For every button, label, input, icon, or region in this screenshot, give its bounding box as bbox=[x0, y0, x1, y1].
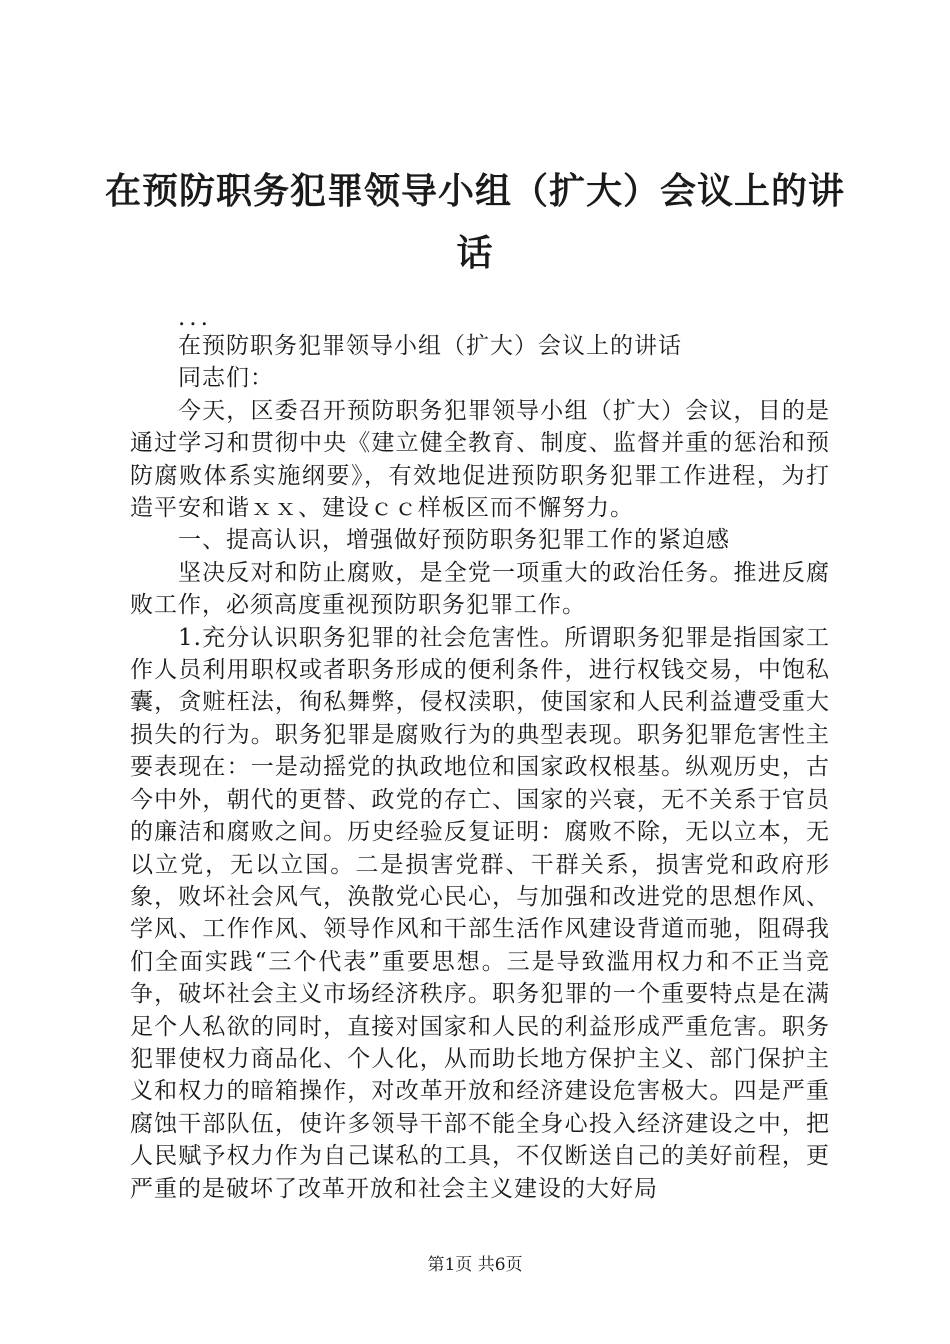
greeting: 同志们： bbox=[178, 365, 274, 392]
paragraph: 坚决反对和防止腐败，是全党一项重大的政治任务。推进反腐败工作，必须高度重视预防职务犯罪工作。 bbox=[130, 559, 830, 619]
document-body bbox=[130, 306, 830, 1205]
ellipsis-marker: ... bbox=[178, 305, 212, 331]
subtitle: 在预防职务犯罪领导小组（扩大）会议上的讲话 bbox=[178, 333, 682, 359]
paragraph-intro: 今天，区委召开预防职务犯罪领导小组（扩大）会议，目的是通过学习和贯彻中央《建立健全教育、制度、监督并重的惩治和预防腐败体系实施纲要》，有效地促进预防职务犯罪工作进程，为打造平安和谐ｘｘ、建设ｃｃ样板区而不懈努力。 bbox=[130, 397, 830, 522]
paragraph: 1.充分认识职务犯罪的社会危害性。所谓职务犯罪是指国家工作人员利用职权或者职务形成的便利条件，进行权钱交易，中饱私囊，贪赃枉法，徇私舞弊，侵权渎职，使国家和人民利益遭受重大损失的行为。职务犯罪是腐败行为的典型表现。职务犯罪危害性主要表现在：一是动摇党的执政地位和国家政权根基。纵观历史，古今中外，朝代的更替、政党的存亡、国家的兴衰，无不关系于官员的廉洁和腐败之间。历史经验反复证明：腐败不除，无以立本，无以立党，无以立国。二是损害党群、干群关系，损害党和政府形象，败坏社会风气，涣散党心民心，与加强和改进党的思想作风、学风、工作作风、领导作风和干部生活作风建设背道而驰，阻碍我们全面实践“三个代表”重要思想。三是导致滥用权力和不正当竞争，破坏社会主义市场经济秩序。职务犯罪的一个重要特点是在满足个人私欲的同时，直接对国家和人民的利益形成严重危害。职务犯罪使权力商品化、个人化，从而助长地方保护主义、部门保护主义和权力的暗箱操作，对改革开放和经济建设危害极大。四是严重腐蚀干部队伍，使许多领导干部不能全身心投入经济建设之中，把人民赋予权力作为自己谋私的工具，不仅断送自己的美好前程，更严重的是破坏了改革开放和社会主义建设的大好局 bbox=[130, 624, 830, 1202]
section-heading: 一、提高认识，增强做好预防职务犯罪工作的紧迫感 bbox=[178, 527, 730, 554]
page-footer: 第1页 共6页 bbox=[427, 1255, 523, 1275]
document-title: 在预防职务犯罪领导小组（扩大）会议上的讲话 bbox=[104, 170, 845, 274]
